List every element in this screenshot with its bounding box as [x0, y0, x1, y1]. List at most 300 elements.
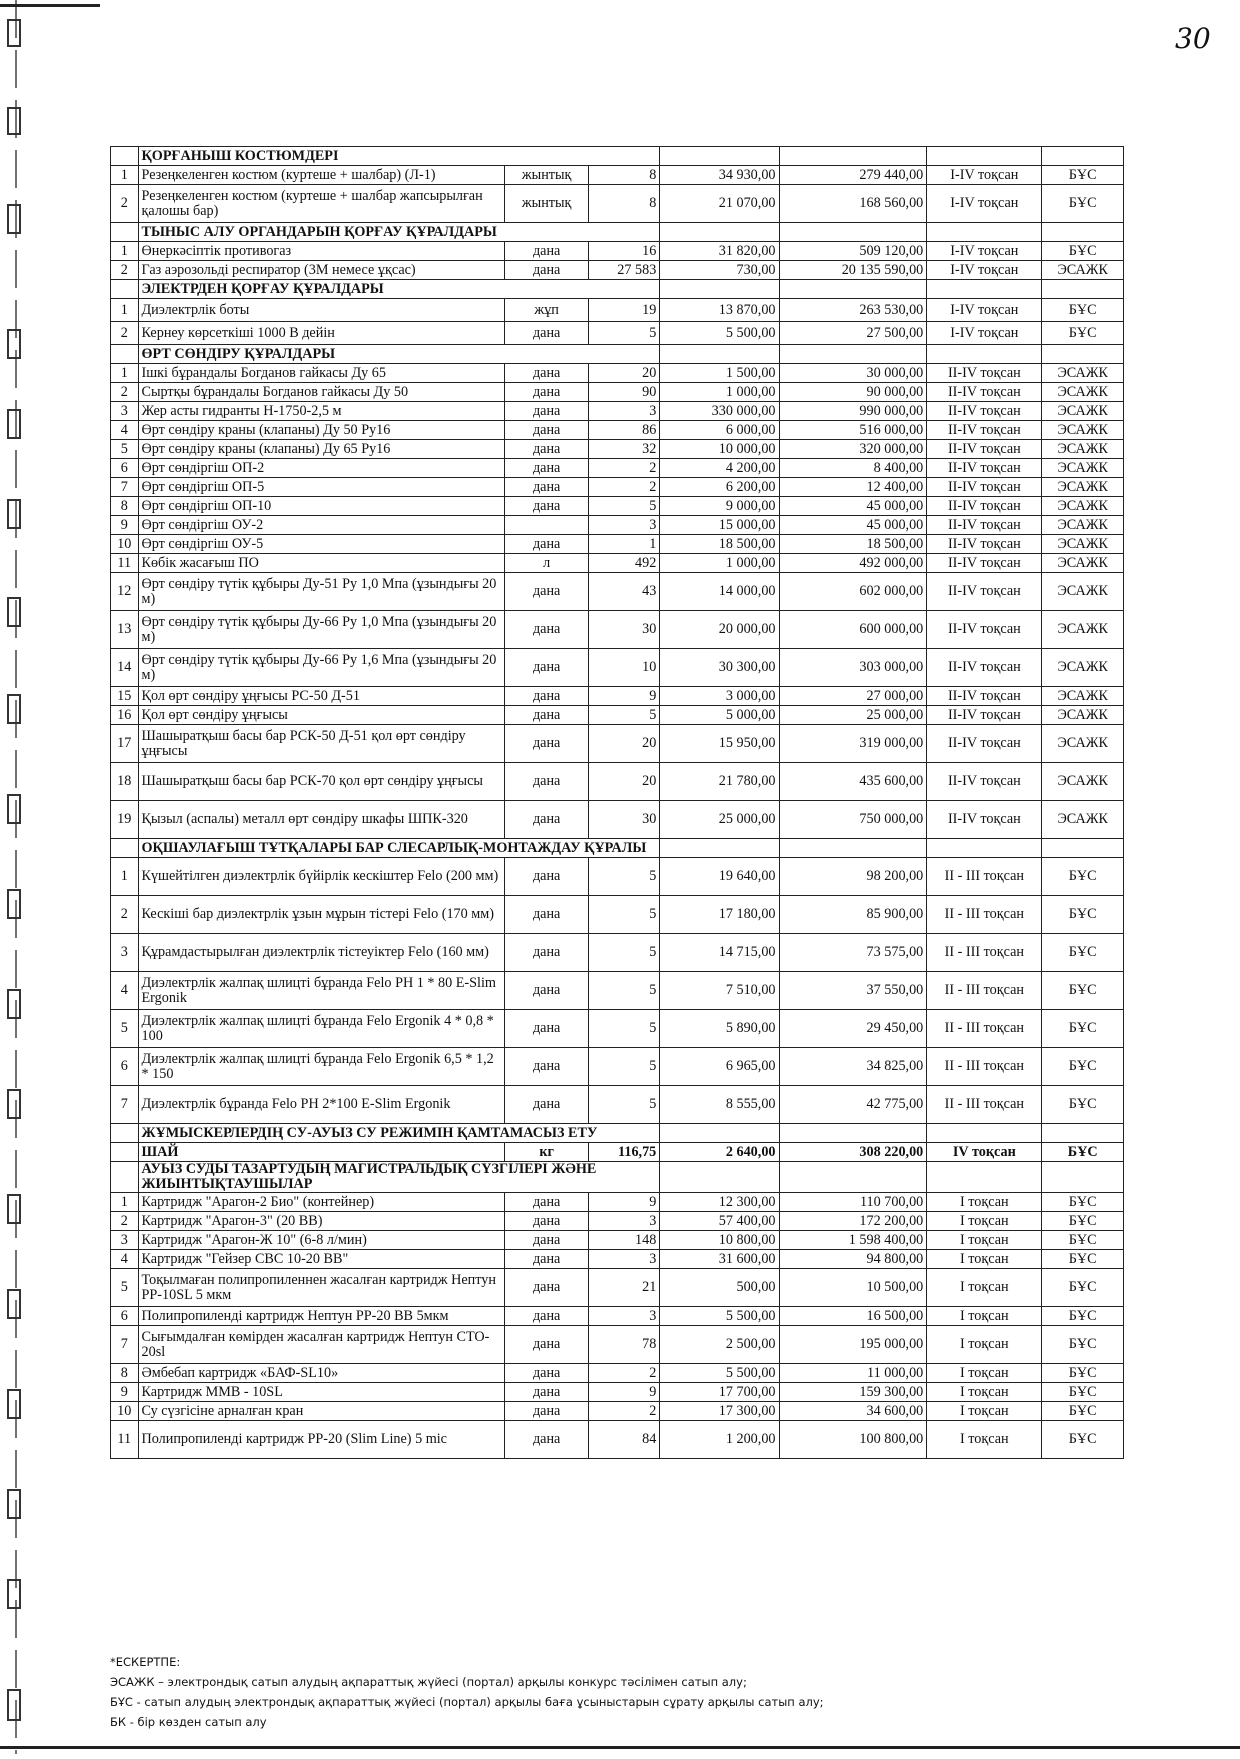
section-header-row: [111, 223, 1124, 242]
cell-name: Қызыл (аспалы) металл өрт сөндіру шкафы ШПК-320: [138, 801, 505, 839]
cell-unit: дана: [505, 440, 589, 459]
cell-method: БҰС: [1042, 1421, 1124, 1459]
cell-method: БҰС: [1042, 1364, 1124, 1383]
cell-unit: дана: [505, 322, 589, 345]
section-title: ТЫНЫС АЛУ ОРГАНДАРЫН ҚОРҒАУ ҚҰРАЛДАРЫ: [138, 223, 660, 242]
cell-unit: дана: [505, 478, 589, 497]
cell-qty: 21: [588, 1269, 659, 1307]
cell-no: 4: [111, 972, 139, 1010]
cell-name: Картридж "Арагон-3" (20 ВВ): [138, 1212, 505, 1231]
cell-sum: 94 800,00: [779, 1250, 927, 1269]
procurement-table: [110, 146, 1124, 1459]
section-header-row: [111, 345, 1124, 364]
section-number-cell: [111, 223, 139, 242]
table-row: [111, 166, 1124, 185]
cell-price: 34 930,00: [660, 166, 779, 185]
cell-sum: 279 440,00: [779, 166, 927, 185]
cell-sum: 11 000,00: [779, 1364, 927, 1383]
cell-method: ЭСАЖК: [1042, 801, 1124, 839]
table-row: [111, 649, 1124, 687]
cell-method: ЭСАЖК: [1042, 440, 1124, 459]
cell-period: II-IV тоқсан: [927, 611, 1042, 649]
cell-no: 4: [111, 1250, 139, 1269]
table-row: [111, 1250, 1124, 1269]
section-number-cell: [111, 345, 139, 364]
cell-price: 6 965,00: [660, 1048, 779, 1086]
section-empty-cell: [1042, 1124, 1124, 1143]
cell-method: ЭСАЖК: [1042, 383, 1124, 402]
table-row: [111, 516, 1124, 535]
cell-method: ЭСАЖК: [1042, 706, 1124, 725]
cell-name: Шашыратқыш басы бар РСК-70 қол өрт сөндіру ұңғысы: [138, 763, 505, 801]
cell-qty: 32: [588, 440, 659, 459]
cell-method: БҰС: [1042, 1010, 1124, 1048]
cell-period: I тоқсан: [927, 1269, 1042, 1307]
cell-period: II-IV тоқсан: [927, 649, 1042, 687]
cell-unit: дана: [505, 1402, 589, 1421]
table-row: [111, 1193, 1124, 1212]
cell-unit: дана: [505, 1383, 589, 1402]
section-number-cell: [111, 1162, 139, 1193]
cell-method: ЭСАЖК: [1042, 554, 1124, 573]
cell-sum: 20 135 590,00: [779, 261, 927, 280]
cell-name: Полипропиленді картридж Нептун PP-20 BB 5мкм: [138, 1307, 505, 1326]
cell-no: 1: [111, 1193, 139, 1212]
cell-no: 17: [111, 725, 139, 763]
cell-price: 1 200,00: [660, 1421, 779, 1459]
cell-no: 12: [111, 573, 139, 611]
cell-no: 16: [111, 706, 139, 725]
cell-name: Өрт сөндіру түтік құбыры Ду-66 Ру 1,6 Мпа (ұзындығы 20 м): [138, 649, 505, 687]
cell-no: 9: [111, 1383, 139, 1402]
cell-name: Өрт сөндіргіш ОП-2: [138, 459, 505, 478]
cell-unit: дана: [505, 896, 589, 934]
section-empty-cell: [779, 1124, 927, 1143]
section-empty-cell: [779, 280, 927, 299]
section-empty-cell: [660, 280, 779, 299]
cell-price: 5 890,00: [660, 1010, 779, 1048]
cell-name: Диэлектрлік боты: [138, 299, 505, 322]
cell-no: 11: [111, 1421, 139, 1459]
cell-no: 2: [111, 322, 139, 345]
section-header-row: [111, 147, 1124, 166]
cell-unit: дана: [505, 706, 589, 725]
cell-period: I тоқсан: [927, 1326, 1042, 1364]
table-row: [111, 725, 1124, 763]
cell-period: I-IV тоқсан: [927, 299, 1042, 322]
cell-method: ЭСАЖК: [1042, 649, 1124, 687]
cell-qty: 5: [588, 896, 659, 934]
cell-method: ЭСАЖК: [1042, 687, 1124, 706]
cell-name: Өрт сөндіргіш ОУ-5: [138, 535, 505, 554]
scan-edge-top: [0, 4, 100, 7]
cell-unit: дана: [505, 421, 589, 440]
table-row: [111, 478, 1124, 497]
cell-unit: дана: [505, 242, 589, 261]
cell-unit: дана: [505, 497, 589, 516]
cell-price: 730,00: [660, 261, 779, 280]
cell-method: ЭСАЖК: [1042, 459, 1124, 478]
cell-period: I тоқсан: [927, 1402, 1042, 1421]
binding-marks-icon: [0, 0, 34, 1754]
cell-qty: 5: [588, 706, 659, 725]
cell-price: 5 500,00: [660, 1307, 779, 1326]
cell-unit: дана: [505, 934, 589, 972]
cell-unit: дана: [505, 972, 589, 1010]
cell-price: 17 300,00: [660, 1402, 779, 1421]
table-row: [111, 185, 1124, 223]
cell-qty: 116,75: [588, 1143, 659, 1162]
cell-name: Құрамдастырылған диэлектрлік тістеуіктер Felo (160 мм): [138, 934, 505, 972]
cell-unit: дана: [505, 1048, 589, 1086]
section-header-row: [111, 280, 1124, 299]
cell-name: Ішкі бұрандалы Богданов гайкасы Ду 65: [138, 364, 505, 383]
cell-period: II-IV тоқсан: [927, 706, 1042, 725]
cell-period: II-IV тоқсан: [927, 402, 1042, 421]
cell-price: 10 000,00: [660, 440, 779, 459]
cell-name: Диэлектрлік бұранда Felo PH 2*100 E-Slim Ergonik: [138, 1086, 505, 1124]
cell-unit: жынтық: [505, 185, 589, 223]
cell-name: Әмбебап картридж «БАФ-SL10»: [138, 1364, 505, 1383]
cell-name: Картридж "Арагон-Ж 10" (6-8 л/мин): [138, 1231, 505, 1250]
cell-no: 2: [111, 261, 139, 280]
cell-qty: 8: [588, 185, 659, 223]
cell-period: I тоқсан: [927, 1250, 1042, 1269]
cell-name: Күшейтілген диэлектрлік бүйірлік кескіштер Felo (200 мм): [138, 858, 505, 896]
section-empty-cell: [927, 280, 1042, 299]
cell-unit: дана: [505, 1364, 589, 1383]
cell-unit: л: [505, 554, 589, 573]
cell-sum: 263 530,00: [779, 299, 927, 322]
cell-sum: 30 000,00: [779, 364, 927, 383]
cell-qty: 3: [588, 402, 659, 421]
table-row: [111, 687, 1124, 706]
table-row: [111, 1231, 1124, 1250]
section-empty-cell: [927, 345, 1042, 364]
cell-sum: 990 000,00: [779, 402, 927, 421]
cell-period: II-IV тоқсан: [927, 364, 1042, 383]
table-row: [111, 706, 1124, 725]
cell-period: II - III тоқсан: [927, 1010, 1042, 1048]
table-row: [111, 261, 1124, 280]
section-empty-cell: [927, 223, 1042, 242]
cell-method: ЭСАЖК: [1042, 516, 1124, 535]
cell-no: 14: [111, 649, 139, 687]
cell-period: I тоқсан: [927, 1421, 1042, 1459]
cell-qty: 5: [588, 972, 659, 1010]
cell-price: 2 640,00: [660, 1143, 779, 1162]
cell-price: 13 870,00: [660, 299, 779, 322]
page-number: 30: [1175, 22, 1211, 55]
cell-no: 11: [111, 554, 139, 573]
section-empty-cell: [779, 223, 927, 242]
cell-price: 330 000,00: [660, 402, 779, 421]
cell-unit: дана: [505, 364, 589, 383]
section-empty-cell: [660, 147, 779, 166]
cell-no: 7: [111, 478, 139, 497]
cell-unit: дана: [505, 459, 589, 478]
cell-name: Кернеу көрсеткіші 1000 В дейін: [138, 322, 505, 345]
section-empty-cell: [779, 839, 927, 858]
section-empty-cell: [660, 1162, 779, 1193]
cell-method: БҰС: [1042, 1193, 1124, 1212]
cell-period: I-IV тоқсан: [927, 322, 1042, 345]
cell-unit: дана: [505, 261, 589, 280]
table-row: [111, 554, 1124, 573]
cell-name: Резеңкеленген костюм (куртеше + шалбар) (Л-1): [138, 166, 505, 185]
cell-qty: 1: [588, 535, 659, 554]
cell-unit: дана: [505, 1307, 589, 1326]
cell-method: БҰС: [1042, 1269, 1124, 1307]
cell-period: II - III тоқсан: [927, 858, 1042, 896]
cell-name: Өрт сөндіргіш ОП-5: [138, 478, 505, 497]
section-empty-cell: [779, 147, 927, 166]
cell-name: Диэлектрлік жалпақ шлицті бұранда Felo Ergonik 4 * 0,8 * 100: [138, 1010, 505, 1048]
cell-no: 5: [111, 1269, 139, 1307]
cell-method: БҰС: [1042, 1212, 1124, 1231]
cell-qty: 20: [588, 364, 659, 383]
cell-no: 6: [111, 459, 139, 478]
cell-no: 2: [111, 383, 139, 402]
section-empty-cell: [1042, 1162, 1124, 1193]
cell-qty: 16: [588, 242, 659, 261]
cell-name: Картридж "Гейзер СВС 10-20 ВВ": [138, 1250, 505, 1269]
cell-method: БҰС: [1042, 1143, 1124, 1162]
table-row: [111, 1307, 1124, 1326]
table-row: [111, 858, 1124, 896]
table-row: [111, 934, 1124, 972]
cell-no: 1: [111, 166, 139, 185]
section-header-row: [111, 839, 1124, 858]
cell-unit: жұп: [505, 299, 589, 322]
cell-period: II-IV тоқсан: [927, 554, 1042, 573]
cell-period: II-IV тоқсан: [927, 421, 1042, 440]
cell-no: 10: [111, 535, 139, 554]
cell-name: Полипропиленді картридж PP-20 (Slim Line) 5 mic: [138, 1421, 505, 1459]
cell-method: ЭСАЖК: [1042, 611, 1124, 649]
cell-no: 3: [111, 402, 139, 421]
cell-name: Кескіші бар диэлектрлік ұзын мұрын тістері Felo (170 мм): [138, 896, 505, 934]
cell-price: 15 950,00: [660, 725, 779, 763]
cell-method: БҰС: [1042, 322, 1124, 345]
cell-method: ЭСАЖК: [1042, 421, 1124, 440]
cell-method: БҰС: [1042, 1048, 1124, 1086]
cell-no: 8: [111, 497, 139, 516]
cell-method: БҰС: [1042, 1383, 1124, 1402]
cell-sum: 159 300,00: [779, 1383, 927, 1402]
cell-period: I-IV тоқсан: [927, 242, 1042, 261]
table-row: [111, 440, 1124, 459]
cell-sum: 85 900,00: [779, 896, 927, 934]
cell-unit: дана: [505, 573, 589, 611]
table-row: [111, 459, 1124, 478]
cell-price: 8 555,00: [660, 1086, 779, 1124]
table-row: [111, 896, 1124, 934]
cell-method: БҰС: [1042, 934, 1124, 972]
cell-method: БҰС: [1042, 1307, 1124, 1326]
cell-period: II-IV тоқсан: [927, 440, 1042, 459]
cell-price: 5 500,00: [660, 1364, 779, 1383]
cell-qty: 8: [588, 166, 659, 185]
footnotes: [110, 1652, 824, 1732]
cell-qty: 5: [588, 497, 659, 516]
cell-price: 4 200,00: [660, 459, 779, 478]
cell-unit: кг: [505, 1143, 589, 1162]
table-row: [111, 611, 1124, 649]
table-row: [111, 1048, 1124, 1086]
cell-price: 21 780,00: [660, 763, 779, 801]
cell-unit: дана: [505, 383, 589, 402]
cell-sum: 195 000,00: [779, 1326, 927, 1364]
cell-sum: 308 220,00: [779, 1143, 927, 1162]
cell-price: 21 070,00: [660, 185, 779, 223]
cell-name: Картридж ММВ - 10SL: [138, 1383, 505, 1402]
cell-name: Сығымдалған көмірден жасалған картридж Нептун CTO-20sl: [138, 1326, 505, 1364]
cell-name: Қол өрт сөндіру ұңғысы РС-50 Д-51: [138, 687, 505, 706]
section-empty-cell: [660, 839, 779, 858]
cell-period: II - III тоқсан: [927, 972, 1042, 1010]
cell-unit: дана: [505, 649, 589, 687]
cell-no: 3: [111, 934, 139, 972]
cell-name: Жер асты гидранты Н-1750-2,5 м: [138, 402, 505, 421]
cell-method: ЭСАЖК: [1042, 535, 1124, 554]
notes-line-esazhk: ЭСАЖК – электрондық сатып алудың ақпараттық жүйесі (портал) арқылы конкурс тәсілімен сатып алу;: [110, 1675, 747, 1689]
cell-name: Диэлектрлік жалпақ шлицті бұранда Felo PH 1 * 80 E-Slim Ergonik: [138, 972, 505, 1010]
cell-qty: 30: [588, 801, 659, 839]
cell-unit: дана: [505, 763, 589, 801]
cell-qty: 5: [588, 1086, 659, 1124]
cell-price: 5 000,00: [660, 706, 779, 725]
cell-qty: 3: [588, 1250, 659, 1269]
cell-name: Су сүзгісіне арналған кран: [138, 1402, 505, 1421]
cell-name: ШАЙ: [138, 1143, 505, 1162]
cell-no: 1: [111, 858, 139, 896]
cell-qty: 20: [588, 725, 659, 763]
cell-name: Өрт сөндіргіш ОУ-2: [138, 516, 505, 535]
section-empty-cell: [779, 1162, 927, 1193]
cell-price: 9 000,00: [660, 497, 779, 516]
table-row: [111, 402, 1124, 421]
cell-no: 5: [111, 440, 139, 459]
cell-price: 17 180,00: [660, 896, 779, 934]
cell-method: БҰС: [1042, 166, 1124, 185]
cell-method: ЭСАЖК: [1042, 497, 1124, 516]
table-row: [111, 972, 1124, 1010]
cell-sum: 45 000,00: [779, 497, 927, 516]
section-title: ӨРТ СӨНДІРУ ҚҰРАЛДАРЫ: [138, 345, 660, 364]
cell-method: БҰС: [1042, 972, 1124, 1010]
cell-period: II-IV тоқсан: [927, 497, 1042, 516]
cell-price: 500,00: [660, 1269, 779, 1307]
cell-price: 14 000,00: [660, 573, 779, 611]
cell-qty: 5: [588, 934, 659, 972]
cell-period: II-IV тоқсан: [927, 383, 1042, 402]
cell-period: II-IV тоқсан: [927, 478, 1042, 497]
cell-qty: 5: [588, 1048, 659, 1086]
section-title: ЖҰМЫСКЕРЛЕРДІҢ СУ-АУЫЗ СУ РЕЖИМІН ҚАМТАМАСЫЗ ЕТУ: [138, 1124, 660, 1143]
section-header-row: [111, 1162, 1124, 1193]
section-empty-cell: [927, 147, 1042, 166]
section-empty-cell: [927, 1124, 1042, 1143]
cell-sum: 319 000,00: [779, 725, 927, 763]
cell-price: 25 000,00: [660, 801, 779, 839]
section-number-cell: [111, 839, 139, 858]
cell-qty: 3: [588, 516, 659, 535]
cell-qty: 148: [588, 1231, 659, 1250]
cell-unit: дана: [505, 1212, 589, 1231]
cell-method: БҰС: [1042, 858, 1124, 896]
cell-sum: 8 400,00: [779, 459, 927, 478]
table-row: [111, 421, 1124, 440]
cell-unit: дана: [505, 1086, 589, 1124]
table-row: [111, 1383, 1124, 1402]
cell-no: 1: [111, 242, 139, 261]
section-title: АУЫЗ СУДЫ ТАЗАРТУДЫҢ МАГИСТРАЛЬДЫҚ СҮЗГІЛЕРІ ЖӘНЕ ЖИЫНТЫҚТАУШЫЛАР: [138, 1162, 660, 1193]
cell-period: I тоқсан: [927, 1212, 1042, 1231]
cell-period: II-IV тоқсан: [927, 801, 1042, 839]
table-row: [111, 1010, 1124, 1048]
cell-sum: 37 550,00: [779, 972, 927, 1010]
cell-method: ЭСАЖК: [1042, 478, 1124, 497]
cell-name: Диэлектрлік жалпақ шлицті бұранда Felo Ergonik 6,5 * 1,2 * 150: [138, 1048, 505, 1086]
cell-sum: 1 598 400,00: [779, 1231, 927, 1250]
table-row: [111, 573, 1124, 611]
table-row: [111, 242, 1124, 261]
cell-name: Қол өрт сөндіру ұңғысы: [138, 706, 505, 725]
cell-sum: 600 000,00: [779, 611, 927, 649]
cell-name: Өнеркәсіптік противогаз: [138, 242, 505, 261]
scan-edge-bottom: [0, 1746, 1240, 1749]
cell-name: Өрт сөндіру түтік құбыры Ду-66 Ру 1,0 Мпа (ұзындығы 20 м): [138, 611, 505, 649]
cell-no: 2: [111, 896, 139, 934]
cell-qty: 19: [588, 299, 659, 322]
cell-unit: дана: [505, 687, 589, 706]
cell-method: ЭСАЖК: [1042, 364, 1124, 383]
section-title: ЭЛЕКТРДЕН ҚОРҒАУ ҚҰРАЛДАРЫ: [138, 280, 660, 299]
cell-period: II - III тоқсан: [927, 896, 1042, 934]
cell-qty: 2: [588, 1364, 659, 1383]
cell-unit: дана: [505, 801, 589, 839]
table-row: [111, 322, 1124, 345]
cell-sum: 73 575,00: [779, 934, 927, 972]
cell-period: I тоқсан: [927, 1193, 1042, 1212]
cell-period: I тоқсан: [927, 1307, 1042, 1326]
cell-sum: 18 500,00: [779, 535, 927, 554]
cell-period: II-IV тоқсан: [927, 687, 1042, 706]
cell-qty: 2: [588, 1402, 659, 1421]
cell-unit: дана: [505, 1193, 589, 1212]
cell-unit: дана: [505, 1010, 589, 1048]
cell-price: 10 800,00: [660, 1231, 779, 1250]
section-empty-cell: [660, 223, 779, 242]
cell-name: Өрт сөндіру краны (клапаны) Ду 50 Ру16: [138, 421, 505, 440]
cell-price: 3 000,00: [660, 687, 779, 706]
cell-name: Өрт сөндіргіш ОП-10: [138, 497, 505, 516]
cell-price: 14 715,00: [660, 934, 779, 972]
cell-no: 13: [111, 611, 139, 649]
table-row: [111, 1326, 1124, 1364]
cell-method: ЭСАЖК: [1042, 261, 1124, 280]
cell-qty: 30: [588, 611, 659, 649]
cell-period: I-IV тоқсан: [927, 166, 1042, 185]
cell-period: II-IV тоқсан: [927, 725, 1042, 763]
cell-method: БҰС: [1042, 242, 1124, 261]
cell-qty: 20: [588, 763, 659, 801]
cell-unit: дана: [505, 402, 589, 421]
cell-method: ЭСАЖК: [1042, 725, 1124, 763]
cell-name: Өрт сөндіру краны (клапаны) Ду 65 Ру16: [138, 440, 505, 459]
binding-strip: [0, 0, 34, 1754]
